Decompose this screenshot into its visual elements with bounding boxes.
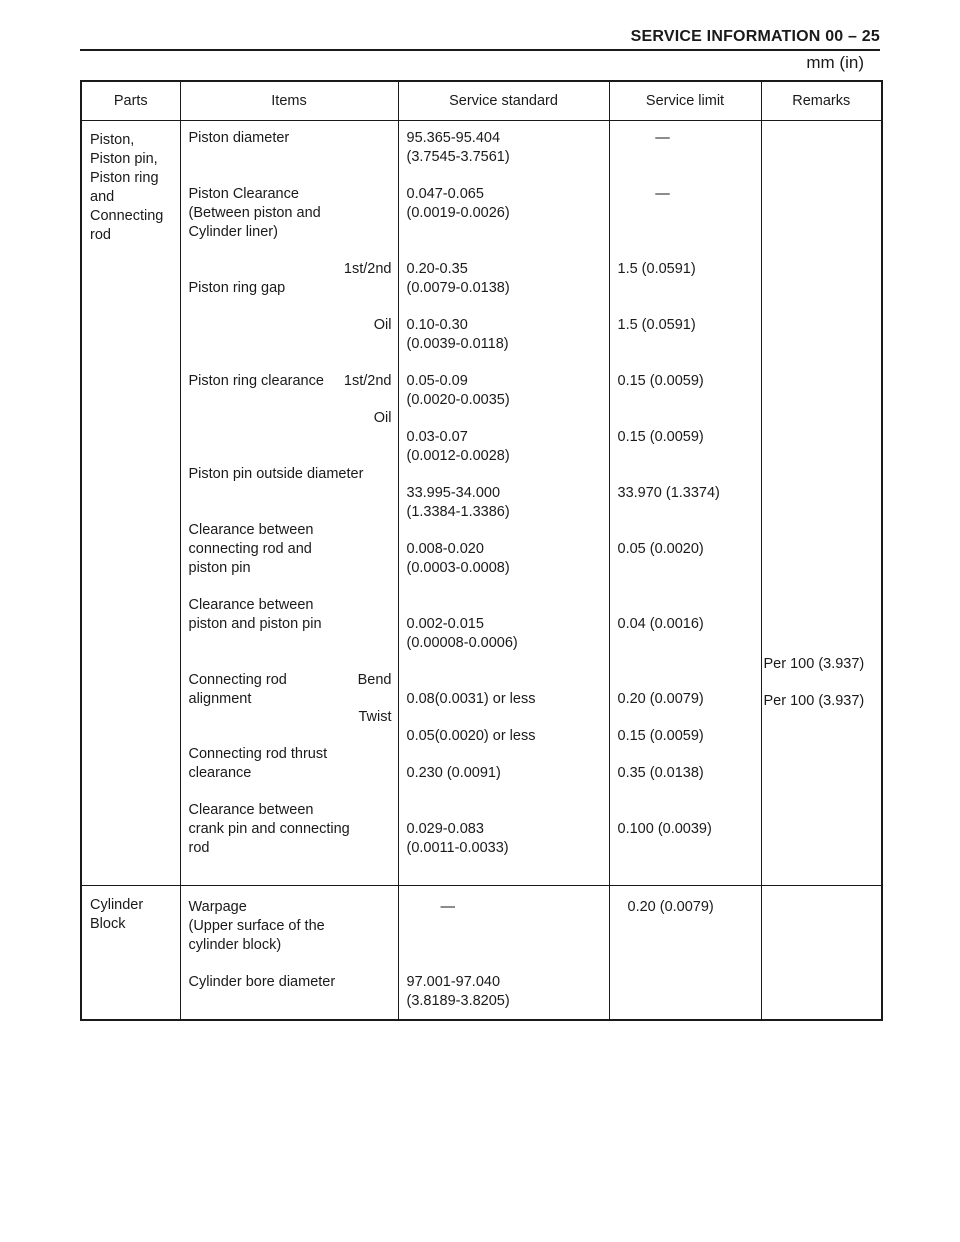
standard-value: 0.002-0.015 (0.00008-0.0006) — [406, 616, 518, 651]
items-cell-piston — [180, 121, 398, 886]
parts-cell-piston: Piston, Piston pin, Piston ring and Connecting rod — [81, 121, 180, 886]
item-sub-label: 1st/2nd — [343, 373, 392, 389]
standard-value: 0.05-0.09 (0.0020-0.0035) — [406, 373, 510, 408]
remarks-cell-cylinder-block — [761, 886, 882, 1021]
service-spec-table — [80, 80, 883, 1021]
column-header-remarks: Remarks — [761, 81, 882, 121]
standard-value: — — [440, 899, 455, 915]
standard-value: 0.05(0.0020) or less — [406, 728, 536, 744]
item-sub-label: Oil — [373, 410, 392, 426]
standard-value: 0.230 (0.0091) — [406, 765, 501, 781]
remarks-spacer — [770, 129, 876, 655]
item-connecting-rod-thrust-clearance: Connecting rod thrust clearance — [188, 746, 328, 781]
limit-value: 0.15 (0.0059) — [617, 429, 704, 445]
standard-value: 95.365-95.404 (3.7545-3.7561) — [406, 130, 510, 165]
item-piston-clearance: Piston Clearance (Between piston and Cylinder liner) — [188, 186, 321, 240]
item-sub-label: Oil — [373, 317, 392, 333]
limit-value: 0.05 (0.0020) — [617, 541, 704, 557]
limit-value: 0.15 (0.0059) — [617, 373, 704, 389]
remark-value: Per 100 (3.937) — [763, 656, 865, 672]
standard-value: 33.995-34.000 (1.3384-1.3386) — [406, 485, 510, 520]
limit-value: — — [655, 130, 670, 146]
limit-value: 0.15 (0.0059) — [617, 728, 704, 744]
remark-value: Per 100 (3.937) — [763, 693, 865, 709]
page-header-title: SERVICE INFORMATION 00 – 25 — [630, 28, 880, 45]
limit-value: 0.35 (0.0138) — [617, 765, 704, 781]
unit-label: mm (in) — [806, 53, 864, 72]
limit-value — [618, 973, 755, 1011]
limit-value: 1.5 (0.0591) — [617, 317, 696, 333]
item-label: Piston ring gap — [188, 280, 286, 296]
table-header-row — [81, 81, 882, 121]
standard-value: 0.08(0.0031) or less — [406, 691, 536, 707]
column-header-items: Items — [180, 81, 398, 121]
standard-value: 0.047-0.065 (0.0019-0.0026) — [406, 186, 510, 221]
item-warpage: Warpage (Upper surface of the cylinder block) — [188, 899, 325, 953]
item-clearance-crank-pin: Clearance between crank pin and connecting rod — [188, 802, 350, 856]
column-header-service-standard: Service standard — [398, 81, 609, 121]
item-sub-label: 1st/2nd — [343, 261, 392, 277]
item-connecting-rod-twist — [189, 708, 392, 727]
limit-value: 0.04 (0.0016) — [617, 616, 704, 632]
item-piston-ring-gap — [188, 260, 392, 296]
standard-value: 0.10-0.30 (0.0039-0.0118) — [406, 317, 509, 352]
limit-value: 1.5 (0.0591) — [617, 261, 696, 277]
limit-value: 33.970 (1.3374) — [617, 485, 720, 501]
item-clearance-piston-pin: Clearance between piston and piston pin — [188, 597, 322, 632]
item-piston-diameter: Piston diameter — [188, 130, 290, 146]
item-piston-ring-clearance-oil — [189, 409, 392, 428]
item-sub-label: Bend — [357, 672, 392, 688]
item-connecting-rod-alignment — [188, 652, 392, 707]
limit-value: 0.20 (0.0079) — [617, 691, 704, 707]
standard-value: 0.029-0.083 (0.0011-0.0033) — [406, 821, 509, 856]
item-cylinder-bore-diameter: Cylinder bore diameter — [188, 974, 336, 990]
limit-cell-piston — [609, 121, 761, 886]
table-row-cylinder-block-group — [81, 886, 882, 1021]
item-clearance-rod-pin: Clearance between connecting rod and piston pin — [188, 522, 314, 576]
item-piston-ring-gap-oil — [189, 316, 392, 335]
standard-value: 0.03-0.07 (0.0012-0.0028) — [406, 429, 510, 464]
item-label: Connecting rod alignment — [188, 672, 287, 707]
header-rule — [80, 49, 880, 51]
table-row-piston-group — [81, 121, 882, 886]
standard-cell-piston — [398, 121, 609, 886]
limit-cell-cylinder-block — [609, 886, 761, 1021]
parts-cell-cylinder-block: Cylinder Block — [81, 886, 180, 1021]
item-piston-pin-outside-diameter: Piston pin outside diameter — [188, 466, 364, 482]
standard-value: 97.001-97.040 (3.8189-3.8205) — [406, 974, 510, 1009]
column-header-parts: Parts — [81, 81, 180, 121]
standard-cell-cylinder-block — [398, 886, 609, 1021]
item-label: Piston ring clearance — [188, 373, 324, 389]
item-piston-ring-clearance — [189, 353, 392, 391]
items-cell-cylinder-block — [180, 886, 398, 1021]
item-sub-label: Twist — [358, 709, 392, 725]
standard-value: 0.20-0.35 (0.0079-0.0138) — [406, 261, 510, 296]
standard-value: 0.008-0.020 (0.0003-0.0008) — [406, 541, 510, 576]
column-header-service-limit: Service limit — [609, 81, 761, 121]
remarks-cell-piston — [761, 121, 882, 886]
limit-value: — — [655, 186, 670, 202]
limit-value: 0.100 (0.0039) — [617, 821, 712, 837]
limit-value: 0.20 (0.0079) — [627, 899, 714, 915]
